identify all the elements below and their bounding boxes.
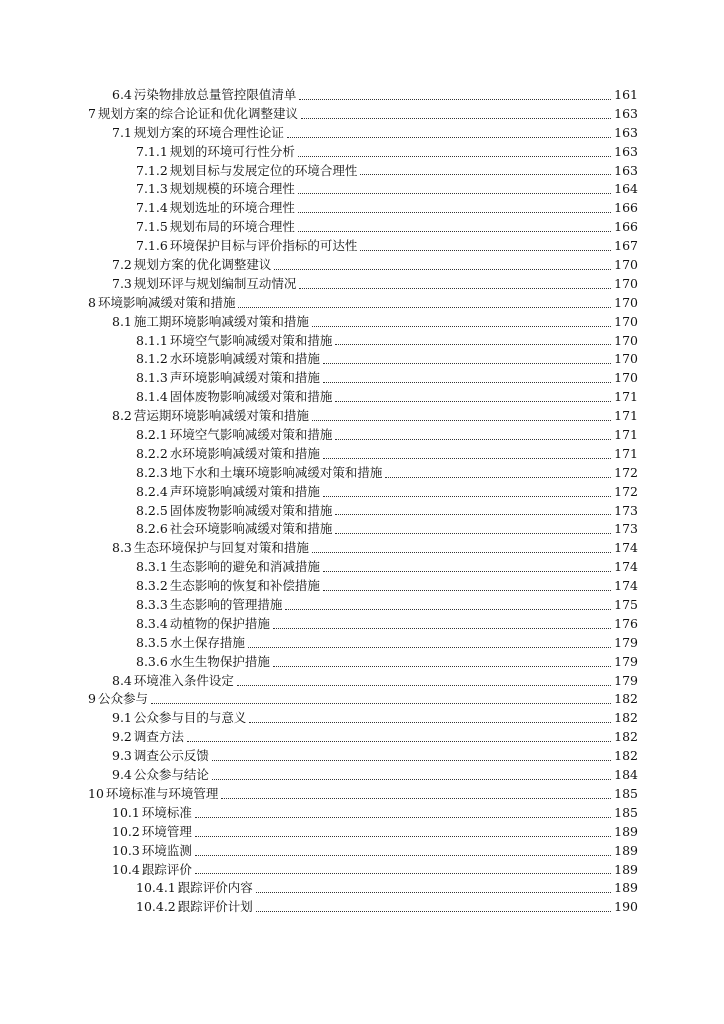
toc-entry[interactable] — [88, 464, 638, 483]
toc-dot-leader — [249, 721, 611, 723]
toc-dot-leader — [360, 249, 611, 251]
toc-entry-title: 规划环评与规划编制互动情况 — [133, 275, 297, 291]
toc-dot-leader — [335, 513, 611, 515]
toc-entry-page-number: 189 — [614, 880, 638, 896]
toc-entry-page-number: 171 — [614, 389, 638, 405]
toc-entry[interactable] — [88, 653, 638, 672]
toc-entry-title: 水生生物保护措施 — [169, 653, 270, 669]
toc-entry[interactable] — [88, 256, 638, 275]
toc-entry-page-number: 171 — [614, 408, 638, 424]
toc-entry-number: 10.4 — [112, 861, 140, 877]
toc-entry-number: 7.1.5 — [136, 219, 168, 235]
toc-entry-page-number: 166 — [614, 200, 638, 216]
toc-dot-leader — [212, 759, 611, 761]
toc-entry-number: 8.1.3 — [136, 370, 168, 386]
toc-dot-leader — [335, 400, 611, 402]
toc-entry[interactable] — [88, 332, 638, 351]
toc-dot-leader — [323, 589, 611, 591]
toc-dot-leader — [299, 287, 611, 289]
toc-entry[interactable] — [88, 539, 638, 558]
toc-entry-number: 8.3.1 — [136, 559, 168, 575]
toc-entry-number: 8.2.2 — [136, 445, 168, 461]
toc-entry-title: 环境空气影响减缓对策和措施 — [169, 427, 333, 443]
toc-entry-page-number: 161 — [614, 86, 638, 102]
toc-entry[interactable] — [88, 785, 638, 804]
toc-entry-number: 10.3 — [112, 842, 140, 858]
toc-entry-number: 8.2.3 — [136, 464, 168, 480]
toc-entry-page-number: 166 — [614, 219, 638, 235]
toc-dot-leader — [212, 778, 611, 780]
toc-entry-number: 8.2.1 — [136, 427, 168, 443]
toc-entry-title: 环境监测 — [141, 842, 192, 858]
toc-entry-page-number: 189 — [614, 823, 638, 839]
toc-dot-leader — [298, 211, 611, 213]
toc-entry-title: 生态影响的避免和消减措施 — [169, 559, 320, 575]
toc-dot-leader — [312, 325, 611, 327]
toc-entry-title: 规划布局的环境合理性 — [169, 219, 295, 235]
toc-entry-number: 10.2 — [112, 823, 140, 839]
toc-entry-number: 7.1.3 — [136, 181, 168, 197]
toc-entry-page-number: 182 — [614, 748, 638, 764]
toc-entry-page-number: 182 — [614, 691, 638, 707]
toc-entry[interactable] — [88, 691, 638, 710]
toc-entry-page-number: 170 — [614, 351, 638, 367]
toc-entry-page-number: 170 — [614, 332, 638, 348]
toc-entry-title: 规划规模的环境合理性 — [169, 181, 295, 197]
toc-entry-page-number: 164 — [614, 181, 638, 197]
toc-entry[interactable] — [88, 143, 638, 162]
toc-entry-page-number: 179 — [614, 653, 638, 669]
toc-entry-number: 7.1 — [112, 124, 132, 140]
toc-entry-number: 7.1.2 — [136, 162, 168, 178]
toc-entry[interactable] — [88, 124, 638, 143]
toc-entry-page-number: 163 — [614, 124, 638, 140]
toc-entry-page-number: 170 — [614, 370, 638, 386]
toc-entry-page-number: 179 — [614, 672, 638, 688]
toc-dot-leader — [285, 608, 611, 610]
toc-entry[interactable] — [88, 313, 638, 332]
toc-entry-number: 7 — [88, 105, 96, 121]
toc-entry[interactable] — [88, 350, 638, 369]
toc-entry-title: 水环境影响减缓对策和措施 — [169, 351, 320, 367]
toc-dot-leader — [299, 98, 611, 100]
toc-entry-number: 9.3 — [112, 748, 132, 764]
toc-entry[interactable] — [88, 483, 638, 502]
toc-entry-title: 营运期环境影响减缓对策和措施 — [133, 408, 309, 424]
toc-entry[interactable] — [88, 162, 638, 181]
toc-entry[interactable] — [88, 728, 638, 747]
toc-dot-leader — [323, 362, 611, 364]
toc-entry-page-number: 163 — [614, 143, 638, 159]
toc-entry[interactable] — [88, 634, 638, 653]
toc-entry-number: 8.3.4 — [136, 615, 168, 631]
toc-dot-leader — [238, 306, 611, 308]
toc-entry[interactable] — [88, 294, 638, 313]
toc-entry[interactable] — [88, 407, 638, 426]
toc-entry-title: 规划目标与发展定位的环境合理性 — [169, 162, 358, 178]
toc-entry[interactable] — [88, 596, 638, 615]
toc-entry-page-number: 167 — [614, 238, 638, 254]
toc-entry-page-number: 170 — [614, 275, 638, 291]
toc-dot-leader — [298, 155, 611, 157]
toc-entry[interactable] — [88, 105, 638, 124]
toc-entry-title: 规划方案的综合论证和优化调整建议 — [97, 105, 298, 121]
toc-dot-leader — [335, 438, 611, 440]
toc-entry-number: 9.2 — [112, 729, 132, 745]
toc-entry-number: 7.1.4 — [136, 200, 168, 216]
toc-entry-page-number: 179 — [614, 634, 638, 650]
toc-dot-leader — [274, 268, 611, 270]
toc-dot-leader — [323, 381, 611, 383]
toc-entry-number: 7.2 — [112, 257, 132, 272]
toc-entry-page-number: 182 — [614, 729, 638, 745]
toc-entry-title: 生态影响的管理措施 — [169, 597, 283, 613]
toc-entry[interactable] — [88, 709, 638, 728]
toc-entry-number: 8.1.1 — [136, 332, 168, 348]
toc-entry-page-number: 172 — [614, 464, 638, 480]
toc-dot-leader — [312, 551, 611, 553]
toc-dot-leader — [298, 230, 611, 232]
toc-entry-title: 生态环境保护与回复对策和措施 — [133, 540, 309, 556]
toc-dot-leader — [385, 476, 611, 478]
toc-dot-leader — [195, 854, 611, 856]
toc-entry-page-number: 174 — [614, 540, 638, 556]
toc-entry-title: 水环境影响减缓对策和措施 — [169, 445, 320, 461]
toc-entry-title: 动植物的保护措施 — [169, 615, 270, 631]
toc-entry-title: 公众参与 — [97, 691, 148, 707]
toc-dot-leader — [360, 173, 611, 175]
toc-entry[interactable] — [88, 804, 638, 823]
toc-entry-number: 7.1.1 — [136, 143, 168, 159]
toc-dot-leader — [187, 740, 611, 742]
toc-entry-title: 环境空气影响减缓对策和措施 — [169, 332, 333, 348]
toc-entry-title: 固体废物影响减缓对策和措施 — [169, 502, 333, 518]
toc-entry-title: 跟踪评价 — [141, 861, 192, 877]
toc-entry-number: 8.1 — [112, 313, 132, 329]
toc-entry-number: 8.3 — [112, 540, 132, 556]
toc-dot-leader — [323, 570, 611, 572]
table-of-contents — [88, 86, 638, 917]
toc-entry[interactable] — [88, 766, 638, 785]
toc-entry-title: 跟踪评价计划 — [177, 899, 253, 915]
toc-dot-leader — [256, 891, 611, 893]
toc-entry-page-number: 174 — [614, 578, 638, 594]
toc-entry-title: 公众参与结论 — [133, 767, 209, 783]
toc-entry[interactable] — [88, 218, 638, 237]
toc-entry-number: 9 — [88, 691, 96, 707]
toc-dot-leader — [195, 816, 611, 818]
toc-entry-page-number: 163 — [614, 105, 638, 121]
toc-entry-number: 8.3.6 — [136, 653, 168, 669]
toc-entry-page-number: 170 — [614, 294, 638, 310]
toc-entry[interactable] — [88, 180, 638, 199]
toc-dot-leader — [323, 495, 611, 497]
toc-entry-number: 8.2.6 — [136, 521, 168, 537]
toc-dot-leader — [312, 419, 611, 421]
toc-entry-page-number: 189 — [614, 842, 638, 858]
toc-entry-number: 6.4 — [112, 86, 132, 102]
toc-entry-number: 8.1.2 — [136, 351, 168, 367]
toc-entry-title: 规划选址的环境合理性 — [169, 200, 295, 216]
toc-entry-page-number: 171 — [614, 445, 638, 461]
toc-dot-leader — [195, 872, 611, 874]
toc-entry-number: 8.3.3 — [136, 597, 168, 613]
toc-entry-page-number: 170 — [614, 257, 638, 272]
toc-entry-title: 施工期环境影响减缓对策和措施 — [133, 313, 309, 329]
toc-entry-title: 调查公示反馈 — [133, 748, 209, 764]
toc-dot-leader — [287, 136, 611, 138]
toc-entry-title: 声环境影响减缓对策和措施 — [169, 483, 320, 499]
toc-entry-number: 10.1 — [112, 804, 140, 820]
toc-entry-page-number: 182 — [614, 710, 638, 726]
toc-entry-title: 公众参与目的与意义 — [133, 710, 247, 726]
toc-entry-number: 10.4.1 — [136, 880, 176, 896]
toc-entry[interactable] — [88, 823, 638, 842]
toc-entry-title: 跟踪评价内容 — [177, 880, 253, 896]
toc-entry[interactable] — [88, 369, 638, 388]
toc-entry-page-number: 174 — [614, 559, 638, 575]
toc-entry[interactable] — [88, 275, 638, 294]
toc-entry-page-number: 185 — [614, 804, 638, 820]
toc-entry-number: 8.2.5 — [136, 502, 168, 518]
toc-entry-title: 声环境影响减缓对策和措施 — [169, 370, 320, 386]
toc-entry-number: 9.1 — [112, 710, 132, 726]
toc-entry-number: 8.2 — [112, 408, 132, 424]
toc-entry[interactable] — [88, 237, 638, 256]
toc-entry-title: 环境保护目标与评价指标的可达性 — [169, 238, 358, 254]
toc-entry-title: 环境准入条件设定 — [133, 672, 234, 688]
toc-entry-title: 环境管理 — [141, 823, 192, 839]
toc-dot-leader — [298, 192, 611, 194]
toc-entry-page-number: 185 — [614, 785, 638, 801]
toc-entry-page-number: 184 — [614, 767, 638, 783]
toc-entry-title: 生态影响的恢复和补偿措施 — [169, 578, 320, 594]
toc-dot-leader — [273, 665, 611, 667]
toc-entry-number: 10 — [88, 785, 104, 801]
toc-entry[interactable] — [88, 879, 638, 898]
toc-entry-number: 10.4.2 — [136, 899, 176, 915]
toc-entry-page-number: 190 — [614, 899, 638, 915]
toc-dot-leader — [323, 457, 611, 459]
toc-entry-page-number: 175 — [614, 597, 638, 613]
toc-entry[interactable] — [88, 502, 638, 521]
toc-dot-leader — [256, 910, 611, 912]
toc-entry[interactable] — [88, 388, 638, 407]
toc-entry-page-number: 173 — [614, 502, 638, 518]
toc-entry[interactable] — [88, 861, 638, 880]
toc-entry-page-number: 170 — [614, 313, 638, 329]
toc-entry[interactable] — [88, 898, 638, 917]
toc-dot-leader — [237, 684, 611, 686]
toc-dot-leader — [301, 117, 611, 119]
toc-entry-page-number: 171 — [614, 427, 638, 443]
toc-entry[interactable] — [88, 747, 638, 766]
toc-entry-title: 地下水和土壤环境影响减缓对策和措施 — [169, 464, 383, 480]
toc-entry[interactable] — [88, 558, 638, 577]
toc-entry-title: 调查方法 — [133, 729, 184, 745]
toc-entry[interactable] — [88, 520, 638, 539]
toc-dot-leader — [248, 646, 611, 648]
toc-entry[interactable] — [88, 86, 638, 105]
toc-entry-title: 环境标准与环境管理 — [105, 785, 219, 801]
toc-entry-title: 规划方案的环境合理性论证 — [133, 124, 284, 140]
toc-entry-title: 固体废物影响减缓对策和措施 — [169, 389, 333, 405]
toc-entry-title: 社会环境影响减缓对策和措施 — [169, 521, 333, 537]
toc-entry[interactable] — [88, 426, 638, 445]
toc-dot-leader — [195, 835, 611, 837]
toc-entry[interactable] — [88, 672, 638, 691]
toc-dot-leader — [221, 797, 611, 799]
toc-entry-title: 污染物排放总量管控限值清单 — [133, 86, 297, 102]
toc-entry-number: 7.3 — [112, 275, 132, 291]
toc-entry-number: 8.3.5 — [136, 634, 168, 650]
toc-entry-page-number: 163 — [614, 162, 638, 178]
toc-dot-leader — [273, 627, 611, 629]
toc-entry-number: 8.2.4 — [136, 483, 168, 499]
toc-entry-number: 8.3.2 — [136, 578, 168, 594]
toc-entry[interactable] — [88, 199, 638, 218]
toc-entry-number: 7.1.6 — [136, 238, 168, 254]
toc-entry-title: 水土保存措施 — [169, 634, 245, 650]
toc-entry-page-number: 172 — [614, 483, 638, 499]
toc-entry-title: 规划方案的优化调整建议 — [133, 257, 272, 272]
toc-entry-title: 规划的环境可行性分析 — [169, 143, 295, 159]
toc-entry-number: 8.4 — [112, 672, 132, 688]
toc-entry[interactable] — [88, 577, 638, 596]
toc-dot-leader — [151, 702, 611, 704]
toc-entry[interactable] — [88, 842, 638, 861]
toc-entry-number: 8.1.4 — [136, 389, 168, 405]
toc-entry-page-number: 176 — [614, 615, 638, 631]
toc-entry-page-number: 173 — [614, 521, 638, 537]
toc-entry-page-number: 189 — [614, 861, 638, 877]
toc-entry[interactable] — [88, 615, 638, 634]
toc-entry-title: 环境标准 — [141, 804, 192, 820]
toc-entry[interactable] — [88, 445, 638, 464]
toc-dot-leader — [335, 343, 611, 345]
toc-entry-title: 环境影响减缓对策和措施 — [97, 294, 236, 310]
toc-entry-number: 9.4 — [112, 767, 132, 783]
toc-dot-leader — [335, 532, 611, 534]
toc-entry-number: 8 — [88, 294, 96, 310]
